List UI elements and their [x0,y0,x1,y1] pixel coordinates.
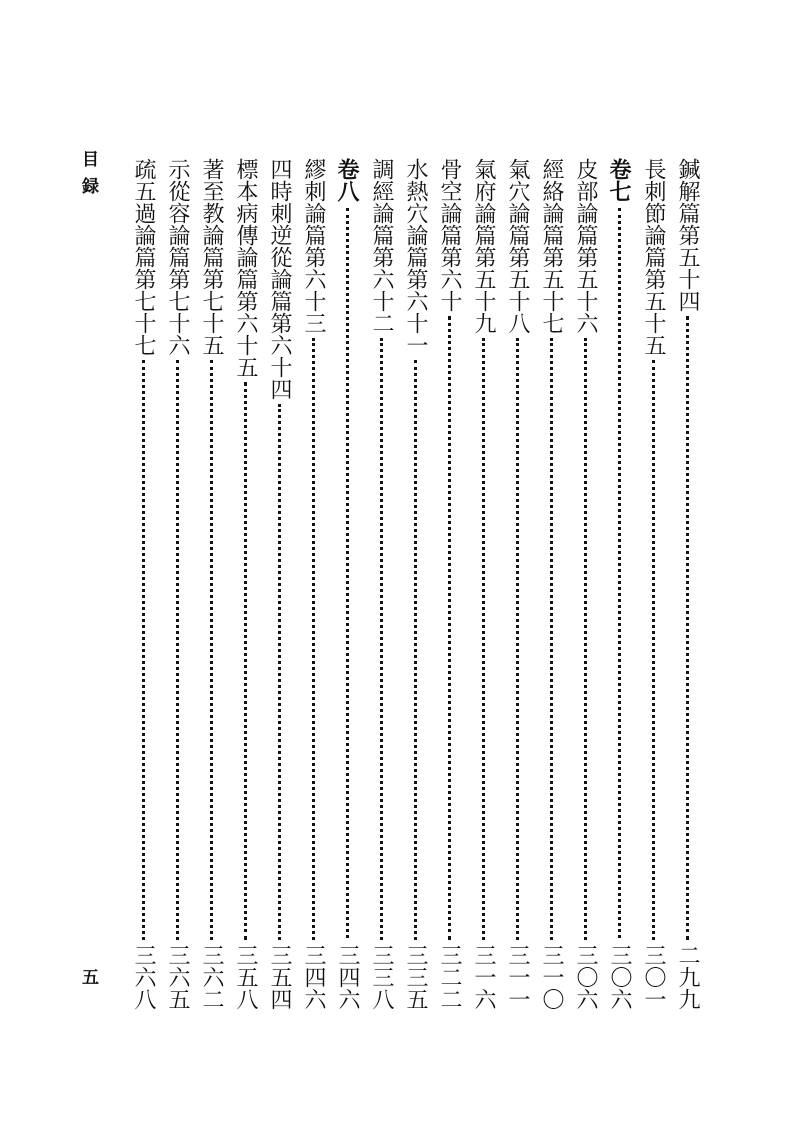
toc-entry [434,158,464,1010]
toc-entry-title: 骨空論篇第六十 [437,158,462,312]
toc-dot-leader [482,338,485,940]
toc-entry [502,158,532,1010]
toc-entry-title: 示從容論篇第七十六 [165,158,190,356]
toc-entry-page: 三六五 [165,944,190,1010]
toc-dot-leader [584,338,587,940]
toc-dot-leader [142,360,145,940]
toc-entry-title: 標本病傳論篇第六十五 [233,158,258,378]
toc-dot-leader [380,338,383,940]
toc-entry-page: 三一〇 [539,944,564,1010]
toc-section-heading [332,158,362,1010]
toc-entry-page: 三二二 [437,944,462,1010]
toc-entry-page: 三六二 [199,944,224,1010]
toc-entry [400,158,430,1010]
page-number: 五 [78,968,98,985]
toc-entry-page: 三〇一 [641,944,666,1010]
toc-dot-leader [278,404,281,940]
toc-section-title: 卷七 [606,158,632,202]
toc-entry [672,158,702,1010]
toc-dot-leader [618,208,621,938]
toc-entry [298,158,328,1010]
toc-dot-leader [346,208,349,938]
toc-entry [230,158,260,1010]
toc-entry-title: 皮部論篇第五十六 [573,158,598,334]
toc-entry-page: 三一一 [505,944,530,1010]
toc-section-title: 卷八 [334,158,360,202]
toc-dot-leader [686,316,689,940]
toc-entry-title: 經絡論篇第五十七 [539,158,564,334]
toc-dot-leader [448,316,451,940]
toc-dot-leader [244,382,247,940]
toc-entry [468,158,498,1010]
toc-entry-page: 三五八 [233,944,258,1010]
toc-entry [366,158,396,1010]
toc-dot-leader [312,338,315,940]
toc-section-heading [604,158,634,1010]
toc-dot-leader [516,338,519,940]
toc-dot-leader [550,338,553,940]
toc-entry [196,158,226,1010]
toc-entry [162,158,192,1010]
toc-entry [128,158,158,1010]
toc-entry-page: 二九九 [675,944,700,1010]
toc-entry-title: 疏五過論篇第七十七 [131,158,156,356]
toc-entry-page: 三三五 [403,944,428,1010]
toc-dot-leader [414,360,417,940]
toc-entry-title: 長刺節論篇第五十五 [641,158,666,356]
toc-dot-leader [652,360,655,940]
toc-dot-leader [176,360,179,940]
toc-entry [536,158,566,1010]
toc-entry-page: 三〇六 [573,944,598,1010]
toc-entry-title: 氣穴論篇第五十八 [505,158,530,334]
toc-entry-title: 著至教論篇第七十五 [199,158,224,356]
toc-entry-page: 三〇六 [607,944,632,1010]
toc-entry-page: 三六八 [131,944,156,1010]
toc-entry-title: 鍼解篇第五十四 [675,158,700,312]
toc-entry [570,158,600,1010]
toc-entry-page: 三四六 [301,944,326,1010]
toc-entry-title: 水熱穴論篇第六十一 [403,158,428,356]
running-header: 目録 [78,150,98,204]
toc-entry-page: 三四六 [335,944,360,1010]
toc-entry-page: 三一六 [471,944,496,1010]
toc-entry-title: 調經論篇第六十二 [369,158,394,334]
toc-entry-title: 四時刺逆從論篇第六十四 [267,158,292,400]
toc-dot-leader [210,360,213,940]
table-of-contents [112,158,700,1010]
toc-entry [638,158,668,1010]
toc-entry-title: 氣府論篇第五十九 [471,158,496,334]
toc-entry-title: 繆刺論篇第六十三 [301,158,326,334]
toc-entry-page: 三三八 [369,944,394,1010]
toc-entry [264,158,294,1010]
toc-entry-page: 三五四 [267,944,292,1010]
